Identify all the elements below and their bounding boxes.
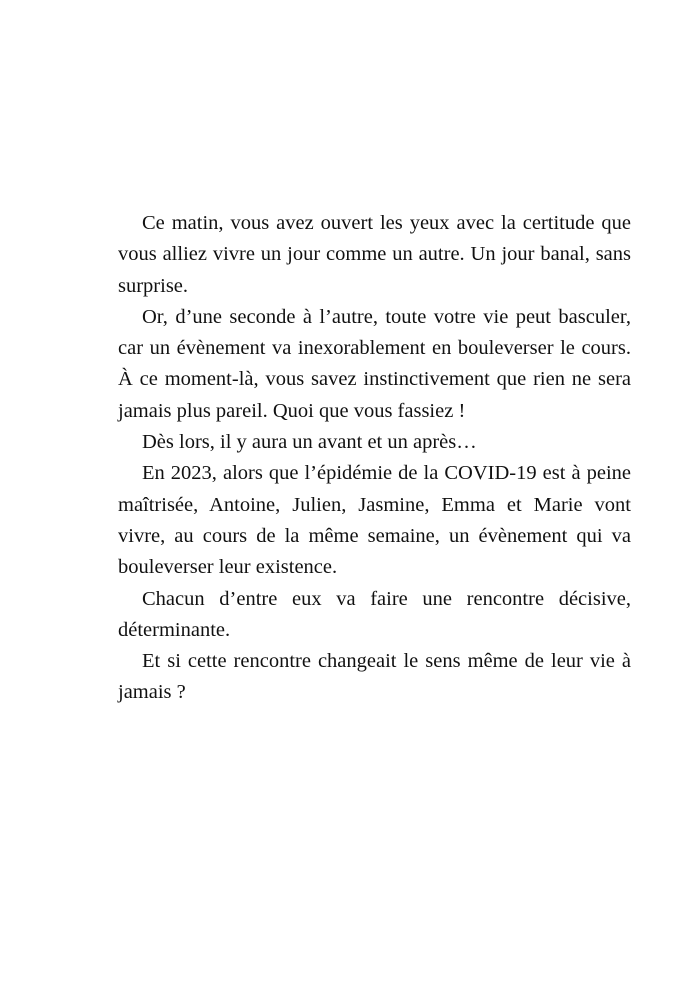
paragraph-5: Chacun d’entre eux va faire une rencontre décisive, déterminante. — [118, 587, 631, 641]
body-text — [118, 208, 631, 709]
paragraph-1: Ce matin, vous avez ouvert les yeux avec la certitude que vous alliez vivre un jour comme un autre. Un jour banal, sans surprise. — [118, 212, 631, 297]
paragraph-3: Dès lors, il y aura un avant et un après… — [142, 431, 477, 454]
paragraph-2: Or, d’une seconde à l’autre, toute votre vie peut basculer, car un évènement va inexorablement en bouleverser le cours. À ce moment-là, vous savez instinctivement que rien ne sera jamais plus pareil. Quoi que vous fassiez ! — [118, 305, 631, 422]
paragraph-4: En 2023, alors que l’épidémie de la COVID-19 est à peine maîtrisée, Antoine, Julien, Jasmine, Emma et Marie vont vivre, au cours de la même semaine, un évènement qui va bouleverser leur existence. — [118, 462, 631, 579]
paragraph-6: Et si cette rencontre changeait le sens même de leur vie à jamais ? — [118, 650, 631, 704]
